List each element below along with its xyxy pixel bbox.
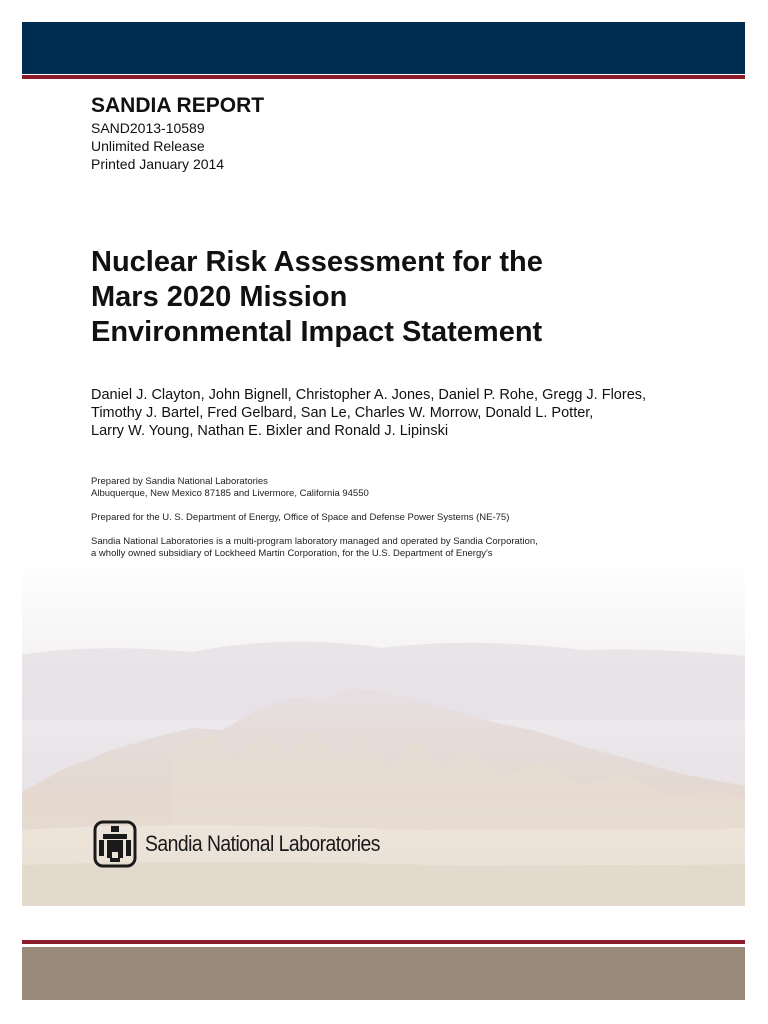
- document-title: [91, 245, 691, 350]
- report-info: [91, 93, 264, 173]
- title-line: Mars 2020 Mission: [91, 281, 348, 313]
- prepared-by-line: Prepared by Sandia National Laboratories: [91, 476, 268, 487]
- sandia-logo: [93, 820, 412, 868]
- author-list: [91, 386, 731, 440]
- report-heading: SANDIA REPORT: [91, 94, 265, 117]
- title-line: Nuclear Risk Assessment for the: [91, 246, 543, 278]
- title-line: Environmental Impact Statement: [91, 316, 543, 348]
- prepared-by-block: [91, 476, 369, 499]
- top-accent-rule: [22, 75, 745, 79]
- logo-wordmark: Sandia National Laboratories: [145, 831, 380, 856]
- lab-statement-line: Sandia National Laboratories is a multi-program laboratory managed and operated by Sandia Corporation,: [91, 536, 538, 547]
- top-header-band: [22, 22, 745, 74]
- prepared-by-address: Albuquerque, New Mexico 87185 and Livermore, California 94550: [91, 487, 369, 499]
- author-line: Timothy J. Bartel, Fred Gelbard, San Le, Charles W. Morrow, Donald L. Potter,: [91, 405, 594, 421]
- bottom-footer-band: [22, 947, 745, 1000]
- prepared-for-line: Prepared for the U. S. Department of Energy, Office of Space and Defense Power Systems (NE-75): [91, 512, 510, 523]
- print-date: Printed January 2014: [91, 156, 225, 172]
- bottom-accent-rule: [22, 940, 745, 944]
- report-number: SAND2013-10589: [91, 120, 205, 136]
- author-line: Daniel J. Clayton, John Bignell, Christopher A. Jones, Daniel P. Rohe, Gregg J. Flores,: [91, 387, 647, 403]
- release-status: Unlimited Release: [91, 138, 205, 154]
- prepared-for-block: [91, 512, 509, 524]
- author-line: Larry W. Young, Nathan E. Bixler and Ronald J. Lipinski: [91, 423, 449, 439]
- thunderbird-icon: [93, 820, 137, 868]
- lab-statement-line: a wholly owned subsidiary of Lockheed Martin Corporation, for the U.S. Department of Energy's: [91, 547, 493, 559]
